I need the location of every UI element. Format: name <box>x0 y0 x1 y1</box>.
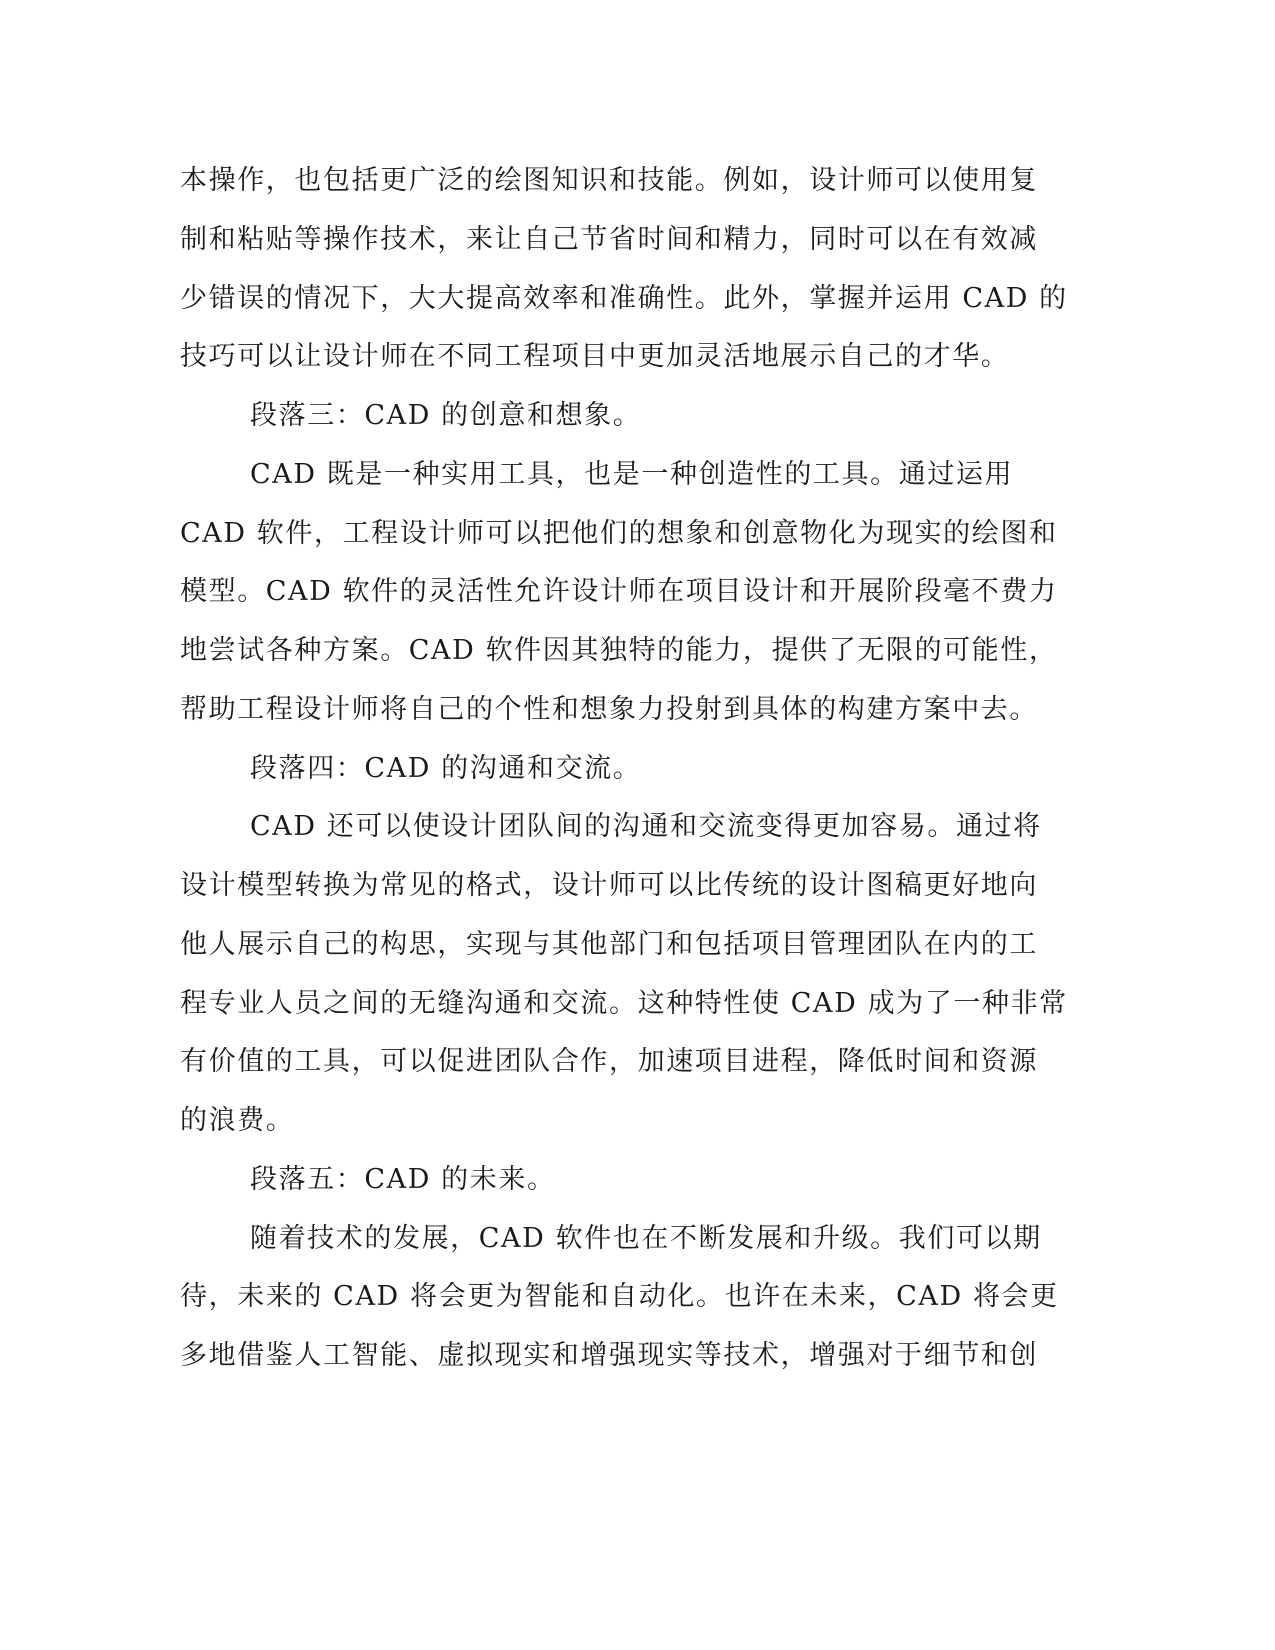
text-line: 制和粘贴等操作技术，来让自己节省时间和精力，同时可以在有效减 <box>180 224 1038 255</box>
text-line: CAD 既是一种实用工具，也是一种创造性的工具。通过运用 <box>250 459 1014 490</box>
text-line: 少错误的情况下，大大提高效率和准确性。此外，掌握并运用 CAD 的 <box>180 283 1068 314</box>
section-heading: 段落三：CAD 的创意和想象。 <box>250 400 642 431</box>
text-line: 他人展示自己的构思，实现与其他部门和包括项目管理团队在内的工 <box>180 929 1038 960</box>
text-line: 随着技术的发展，CAD 软件也在不断发展和升级。我们可以期 <box>250 1223 1042 1254</box>
section-heading: 段落四：CAD 的沟通和交流。 <box>250 753 642 784</box>
text-line: 本操作，也包括更广泛的绘图知识和技能。例如，设计师可以使用复 <box>180 165 1038 196</box>
text-line: 有价值的工具，可以促进团队合作，加速项目进程，降低时间和资源 <box>180 1046 1038 1077</box>
section-heading: 段落五：CAD 的未来。 <box>250 1164 556 1195</box>
text-line: CAD 还可以使设计团队间的沟通和交流变得更加容易。通过将 <box>250 811 1042 842</box>
text-line: 多地借鉴人工智能、虚拟现实和增强现实等技术，增强对于细节和创 <box>180 1340 1038 1371</box>
text-line: 帮助工程设计师将自己的个性和想象力投射到具体的构建方案中去。 <box>180 694 1038 725</box>
text-line: 模型。CAD 软件的灵活性允许设计师在项目设计和开展阶段毫不费力 <box>180 576 1058 607</box>
text-line: 地尝试各种方案。CAD 软件因其独特的能力，提供了无限的可能性， <box>180 635 1058 666</box>
text-line: 待，未来的 CAD 将会更为智能和自动化。也许在未来，CAD 将会更 <box>180 1281 1059 1312</box>
text-line: 设计模型转换为常见的格式，设计师可以比传统的设计图稿更好地向 <box>180 870 1038 901</box>
text-line: CAD 软件，工程设计师可以把他们的想象和创意物化为现实的绘图和 <box>180 518 1058 549</box>
text-line: 技巧可以让设计师在不同工程项目中更加灵活地展示自己的才华。 <box>180 341 1010 372</box>
text-line: 程专业人员之间的无缝沟通和交流。这种特性使 CAD 成为了一种非常 <box>180 988 1068 1019</box>
text-line: 的浪费。 <box>180 1105 295 1136</box>
